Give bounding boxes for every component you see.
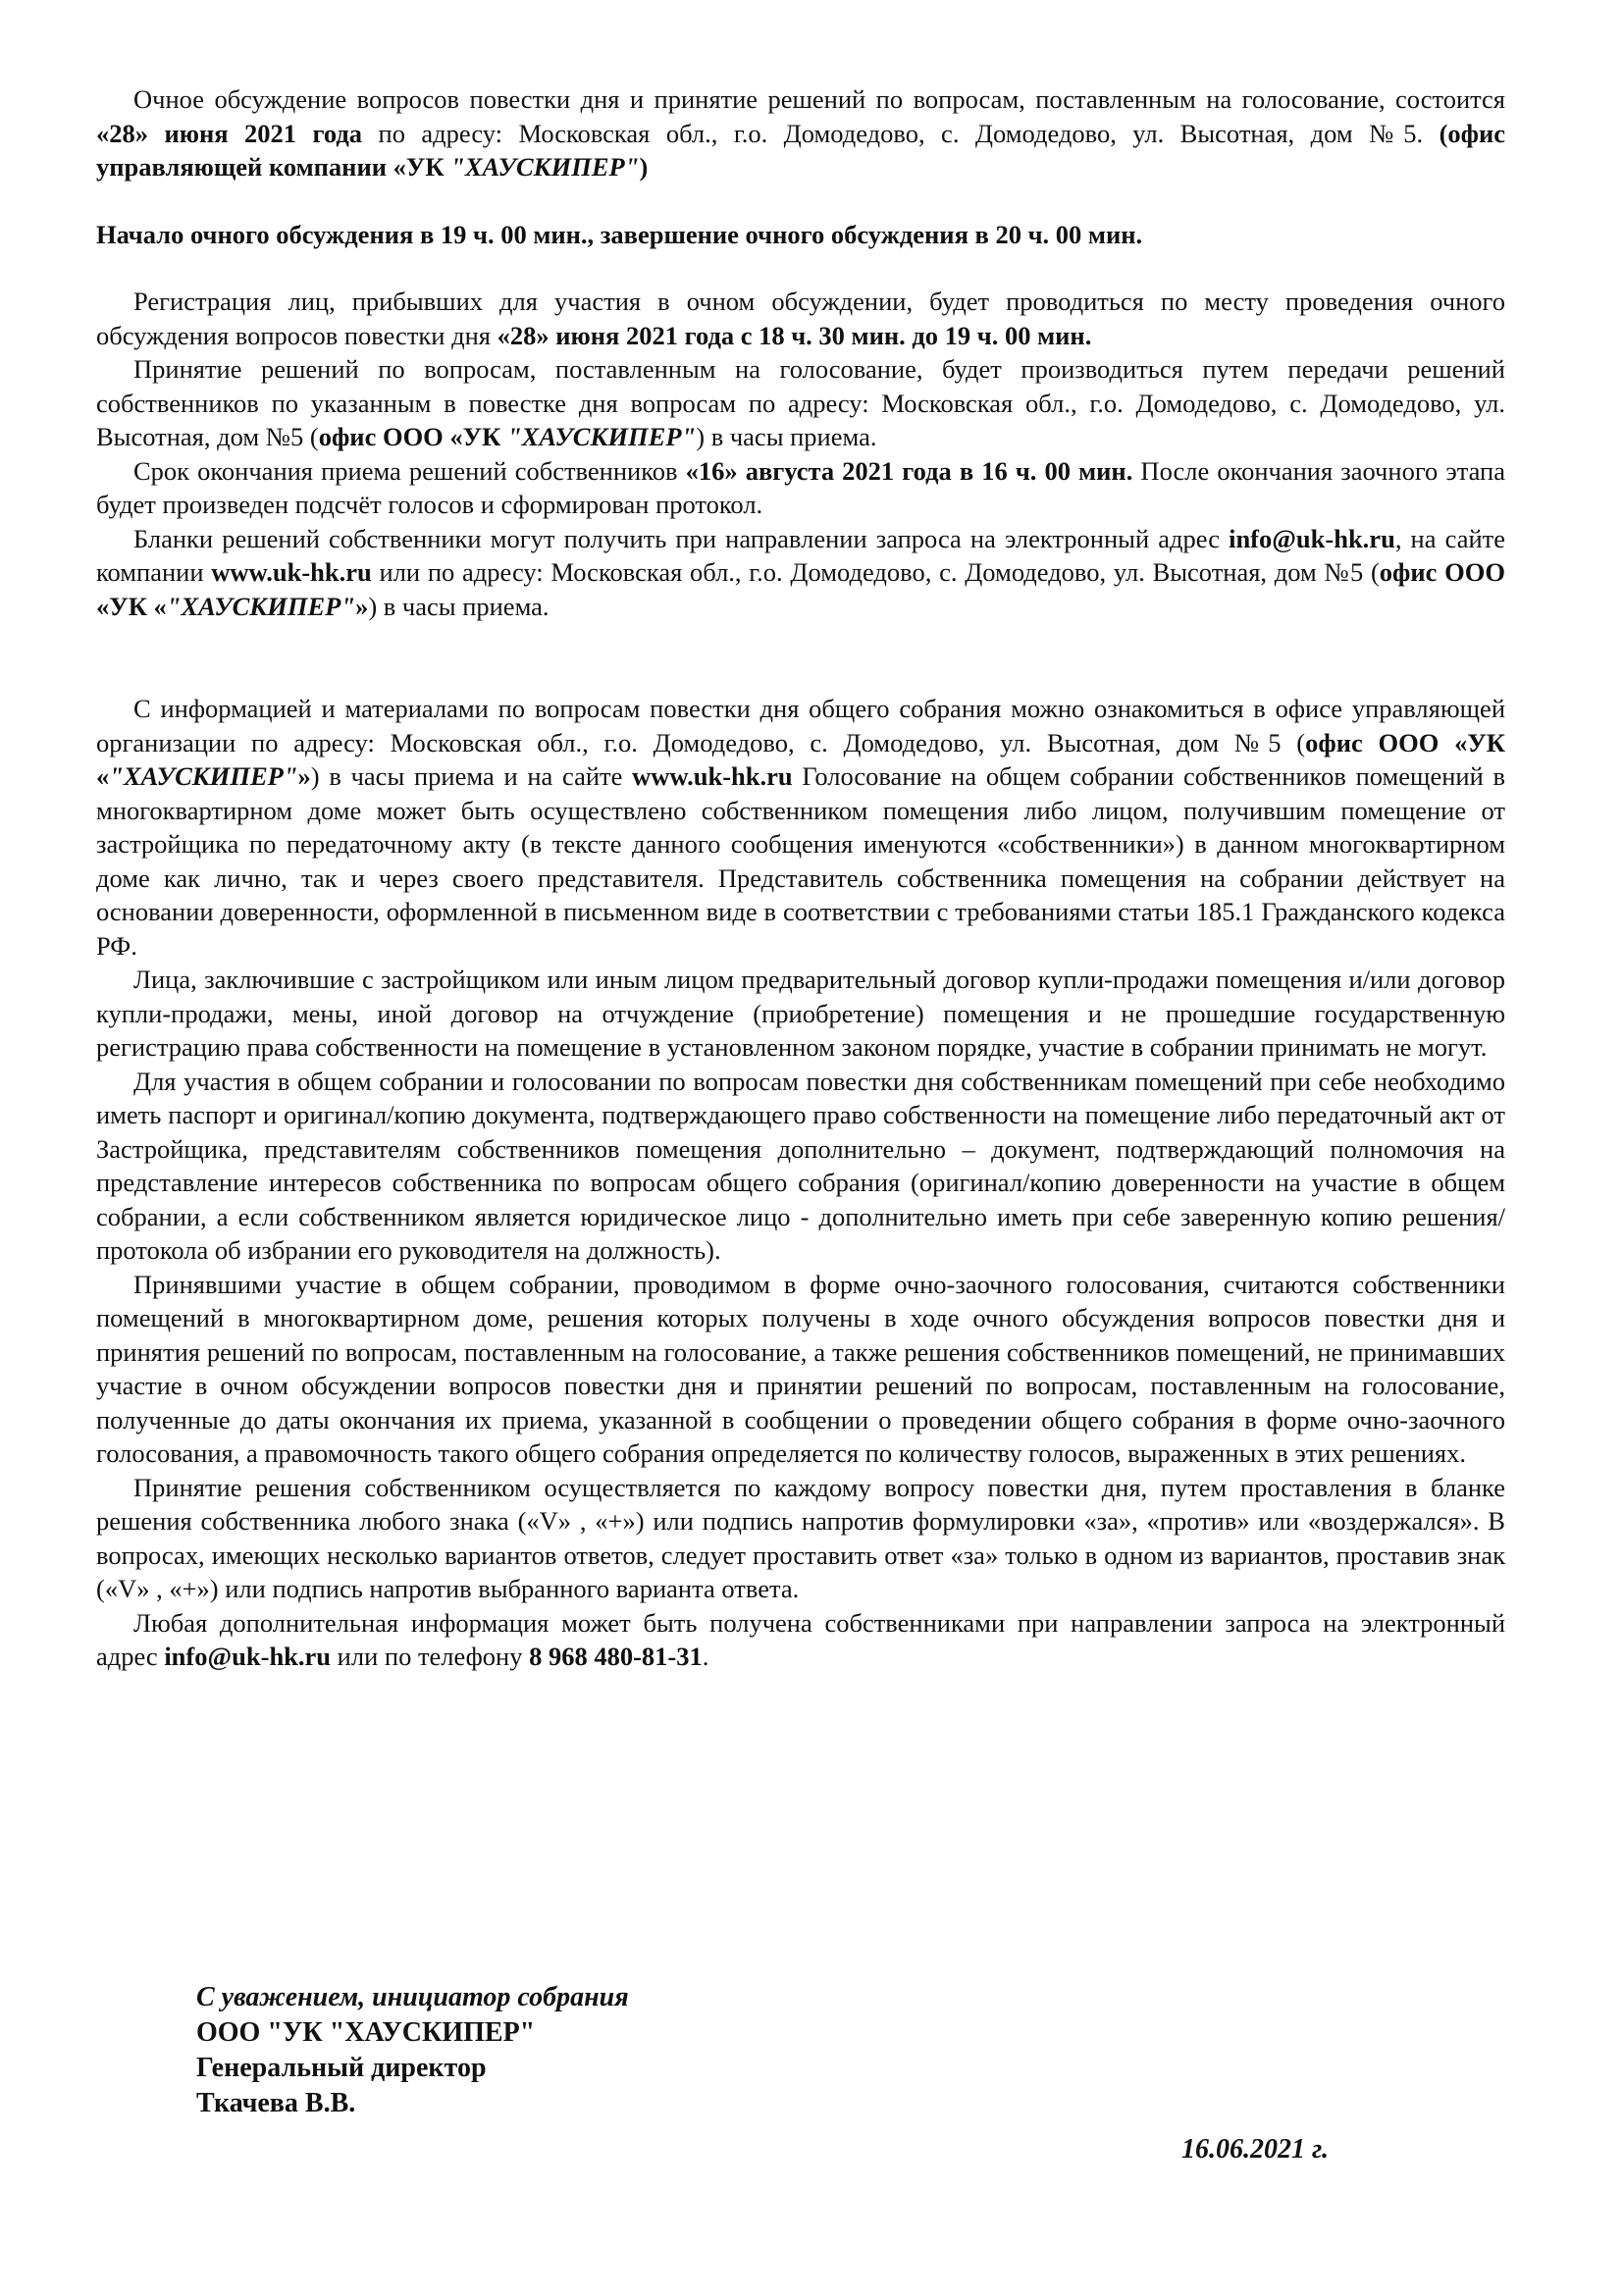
- company-name: "ХАУСКИПЕР": [166, 591, 356, 621]
- text: ): [639, 152, 649, 182]
- office-label: офис ООО «УК: [318, 422, 507, 451]
- text: Голосование на общем собрании собственников помещений в многоквартирном доме может быть осуществлено собственником помещения либо лицом, получившим помещение от застройщика по передаточному акту (в тексте данного сообщения именуются «собственники») в данном многоквартирном доме как лично, так и через своего представителя. Представитель собственника помещения на собрании действует на основании доверенности, оформленной в письменном виде в соответствии с требованиями статьи 185.1 Гражданского кодекса РФ.: [96, 761, 1505, 961]
- text: Принятие решений по вопросам, поставленным на голосование, будет производиться путем передачи решений собственников по указанным в повестке дня вопросам по адресу: Московская обл., г.о. Домодедово, с. Домодедово, ул. Высотная, дом №5 (: [96, 354, 1505, 451]
- text: , на сайте компании: [96, 523, 1505, 587]
- text: Очное обсуждение вопросов повестки дня и принятие решений по вопросам, поставленным на голосование, состоится: [133, 84, 1505, 114]
- text: Бланки решений собственники могут получить при направлении запроса на электронный адрес: [133, 523, 1230, 553]
- office-label: (офис управляющей компании «УК: [96, 118, 1506, 182]
- signature-block: [196, 1980, 629, 2121]
- email-link[interactable]: info@uk-hk.ru: [1229, 523, 1395, 553]
- text: С информацией и материалами по вопросам повестки дня общего собрания можно ознакомиться в офисе управляющей организации по адресу: Московская обл., г.о. Домодедово, с. Домодедово, ул. Высотная, дом №5 (: [96, 694, 1505, 757]
- paragraph-forms: [96, 522, 1505, 624]
- text: ) в часы приема и на сайте: [310, 761, 633, 791]
- text: или по телефону: [331, 1642, 530, 1671]
- paragraph-restrictions: Лица, заключившие с застройщиком или иным лицом предварительный договор купли-продажи помещения и/или договор купли-продажи, мены, иной договор на отчуждение (приобретение) помещения и не прошедшие государственную регистрацию права собственности на помещение в установленном законом порядке, участие в собрании принимать не могут.: [96, 965, 1505, 1062]
- paragraph-registration: [96, 285, 1505, 352]
- company-name: "ХАУСКИПЕР": [109, 761, 298, 791]
- paragraph-decisions: [96, 352, 1505, 454]
- text: Регистрация лиц, прибывших для участия в очном обсуждении, будет проводиться по месту проведения очного обсуждения вопросов повестки дня: [96, 287, 1505, 350]
- paragraph-deadline: [96, 454, 1505, 522]
- text: Срок окончания приема решений собственников: [133, 455, 686, 486]
- company-name: "ХАУСКИПЕР": [450, 152, 640, 182]
- website-link[interactable]: www.uk-hk.ru: [211, 557, 372, 587]
- text: ) в часы приема.: [368, 591, 550, 621]
- deadline: «16» августа 2021 года в 16 ч. 00 мин.: [685, 455, 1133, 486]
- office-label: офис ООО «УК «: [96, 727, 1505, 791]
- paragraph-documents: Для участия в общем собрании и голосовании по вопросам повестки дня собственникам помещений при себе необходимо иметь паспорт и оригинал/копию документа, подтверждающего право собственности на помещение либо передаточный акт от Застройщика, представителям собственников помещения дополнительно – документ, подтверждающий полномочия на представление интересов собственника по вопросам общего собрания (оригинал/копию доверенности на участие в общем собрании, а если собственником является юридическое лицо - дополнительно иметь при себе заверенную копию решения/протокола об избрании его руководителя на должность).: [96, 1066, 1505, 1265]
- office-label: офис ООО «УК «: [96, 557, 1505, 621]
- paragraph-materials: [96, 692, 1505, 963]
- text: по адресу: Московская обл., г.о. Домодедово, с. Домодедово, ул. Высотная, дом №5.: [362, 118, 1440, 148]
- phone-number: 8 968 480-81-31: [529, 1642, 703, 1671]
- paragraph-meeting-date: [96, 82, 1505, 184]
- signature-name: Ткачева В.В.: [196, 2088, 356, 2118]
- text: »: [355, 591, 369, 621]
- document-body: [96, 82, 1505, 1674]
- text: Любая дополнительная информация может быть получена собственниками при направлении запроса на электронный адрес: [96, 1607, 1505, 1671]
- signature-greeting: С уважением, инициатор собрания: [196, 1982, 629, 2012]
- company-name: "ХАУСКИПЕР": [506, 422, 697, 451]
- email-link[interactable]: info@uk-hk.ru: [164, 1642, 332, 1671]
- meeting-date: «28» июня 2021 года: [96, 118, 363, 148]
- signature-position: Генеральный директор: [196, 2053, 487, 2083]
- text: .: [702, 1642, 709, 1671]
- document-date: 16.06.2021 г.: [1181, 2134, 1329, 2165]
- paragraph-voting-rules: Принятие решения собственником осуществляется по каждому вопросу повестки дня, путем проставления в бланке решения собственника любого знака («V» , «+») или подпись напротив формулировки «за», «против» или «воздержался». В вопросах, имеющих несколько вариантов ответов, следует проставить ответ «за» только в одном из вариантов, проставив знак («V» , «+») или подпись напротив выбранного варианта ответа.: [96, 1472, 1505, 1603]
- paragraph-participants: Принявшими участие в общем собрании, проводимом в форме очно-заочного голосования, считаются собственники помещений в многоквартирном доме, решения которых получены в ходе очного обсуждения вопросов повестки дня и принятия решений по вопросам, поставленным на голосование, а также решения собственников помещений, не принимавших участие в очном обсуждении вопросов повестки дня и принятии решений по вопросам, поставленным на голосование, полученные до даты окончания их приема, указанной в сообщении о проведении общего собрания в форме очно-заочного голосования, а правомочность такого общего собрания определяется по количеству голосов, выраженных в этих решениях.: [96, 1269, 1505, 1468]
- text: или по адресу: Московская обл., г.о. Домодедово, с. Домодедово, ул. Высотная, дом №5 (: [371, 557, 1380, 587]
- text: »: [297, 761, 311, 791]
- text: После окончания заочного этапа будет произведен подсчёт голосов и сформирован протокол.: [96, 455, 1506, 519]
- signature-org: ООО "УК "ХАУСКИПЕР": [196, 2017, 536, 2048]
- paragraph-contacts: [96, 1606, 1505, 1674]
- paragraph-meeting-time: Начало очного обсуждения в 19 ч. 00 мин., завершение очного обсуждения в 20 ч. 00 мин.: [96, 219, 1143, 249]
- registration-time: «28» июня 2021 года с 18 ч. 30 мин. до 19 ч. 00 мин.: [497, 320, 1092, 350]
- website-link[interactable]: www.uk-hk.ru: [632, 761, 793, 791]
- text: ) в часы приема.: [696, 422, 877, 451]
